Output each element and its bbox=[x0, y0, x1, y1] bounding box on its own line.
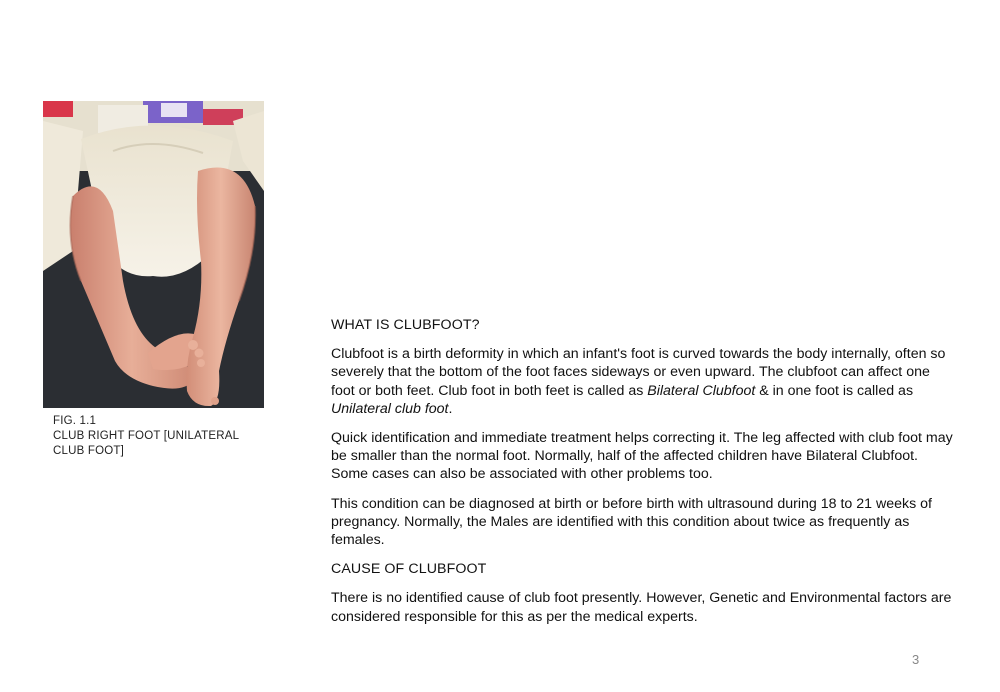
clubfoot-photo bbox=[43, 101, 264, 408]
term-bilateral-clubfoot: Bilateral Clubfoot bbox=[647, 382, 756, 399]
paragraph-definition-part3: . bbox=[448, 400, 453, 417]
paragraph-cause: There is no identified cause of club foot presently. However, Genetic and Environmental factors are considered responsible for this as per the medical experts. bbox=[331, 590, 952, 625]
term-unilateral-club-foot: Unilateral club foot bbox=[331, 400, 449, 417]
paragraph-identification: Quick identification and immediate treatment helps correcting it. The leg affected with club foot may be smaller than the normal foot. Normally, half of the affected children have Bilateral Clubfoot. Some cases can also be associated with other problems too. bbox=[331, 430, 953, 483]
figure-caption bbox=[53, 414, 263, 459]
figure-number: FIG. 1.1 bbox=[53, 415, 97, 427]
section-heading-what-is-clubfoot: WHAT IS CLUBFOOT? bbox=[331, 317, 480, 333]
section-heading-cause: CAUSE OF CLUBFOOT bbox=[331, 561, 487, 578]
paragraph-definition-part2: & in one foot is called as bbox=[755, 382, 914, 399]
page-number: 3 bbox=[912, 652, 920, 667]
figure-description: CLUB RIGHT FOOT [UNILATERAL CLUB FOOT] bbox=[53, 430, 239, 457]
main-text bbox=[331, 316, 956, 637]
paragraph-definition bbox=[331, 345, 956, 418]
paragraph-definition-part1: Clubfoot is a birth deformity in which an infant's foot is curved towards the body internally, often so severely that the bottom of the foot faces sideways or even upward. The clubfoot can affect one foot or both feet. Club foot in both feet is called as bbox=[331, 346, 946, 399]
clubfoot-photo-illustration bbox=[43, 101, 264, 408]
paragraph-diagnosis: This condition can be diagnosed at birth or before birth with ultrasound during 18 to 21 weeks of pregnancy. Normally, the Males are identified with this condition about twice as frequently as females. bbox=[331, 495, 932, 549]
